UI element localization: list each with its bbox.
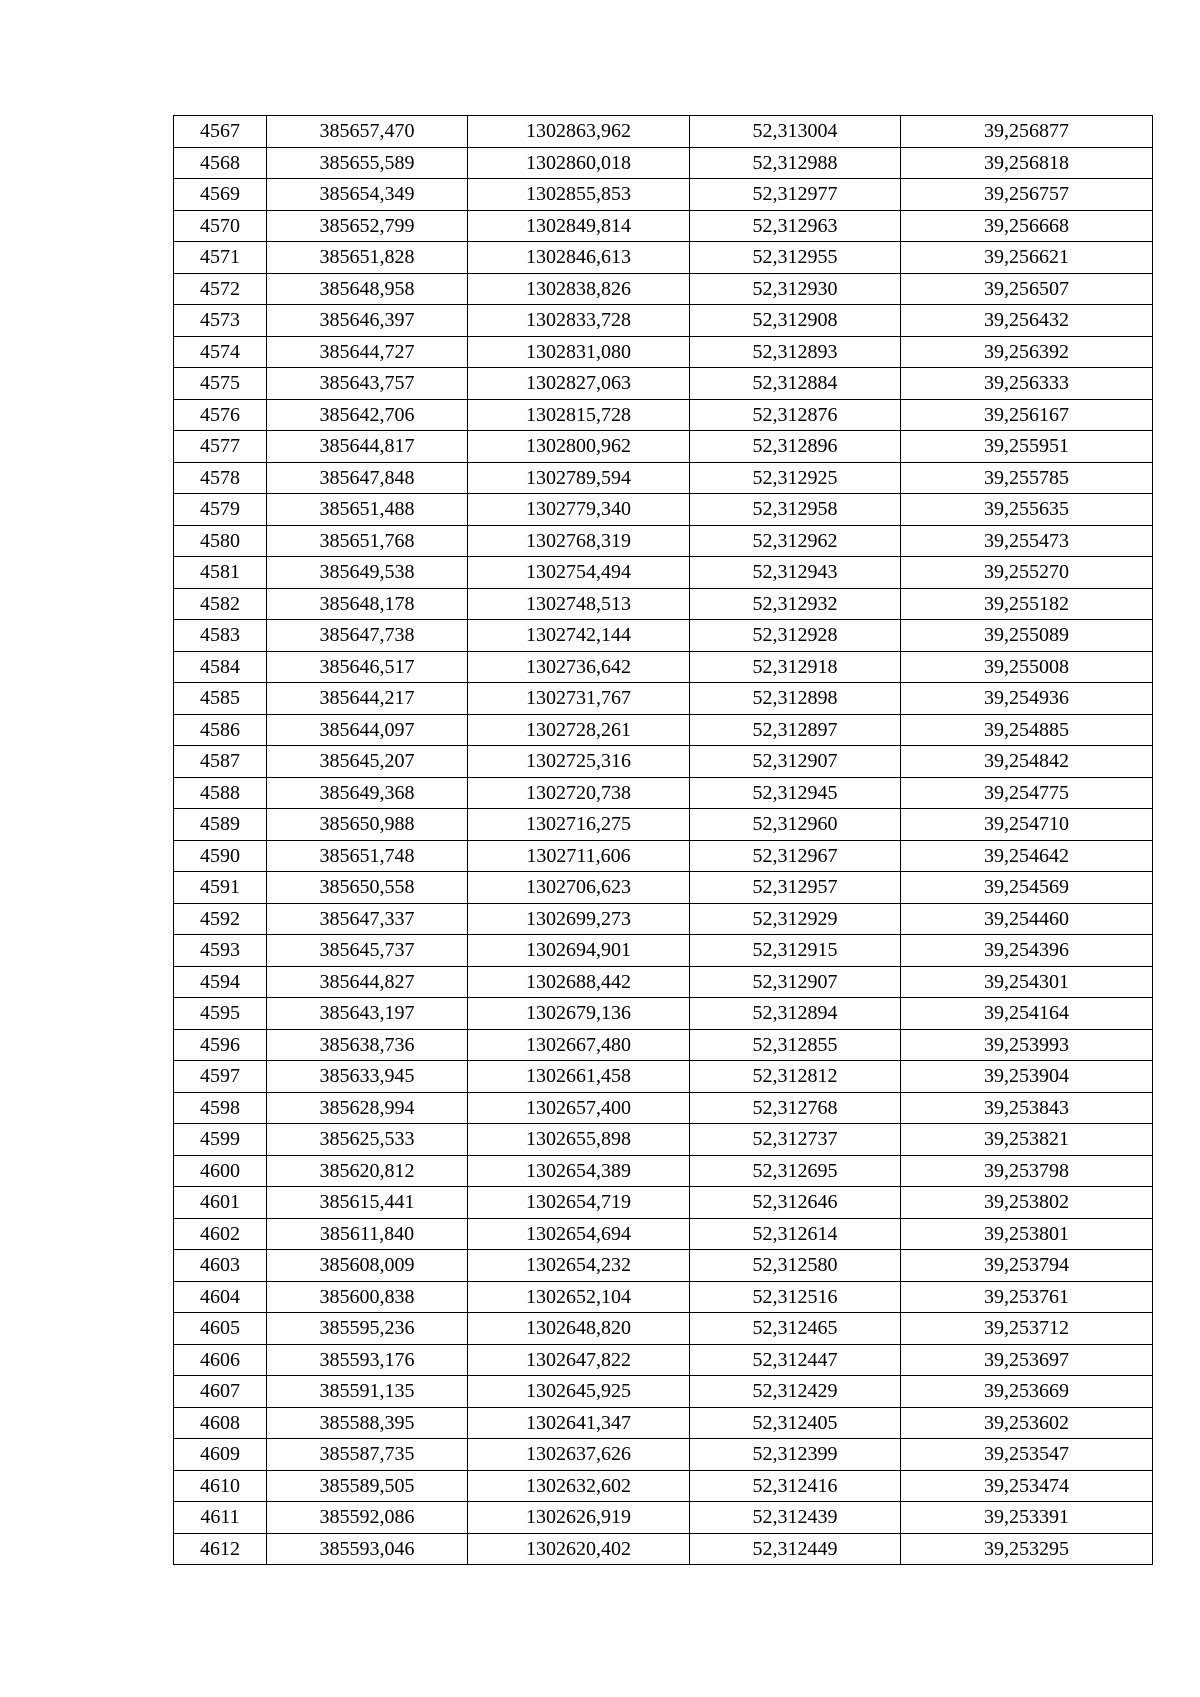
longitude-cell: 39,255008 [901,651,1153,683]
y-coordinate-cell: 1302632,602 [468,1470,690,1502]
longitude-cell: 39,253697 [901,1344,1153,1376]
x-coordinate-cell: 385647,337 [267,903,468,935]
point-number-cell: 4586 [174,714,267,746]
table-row [174,588,1153,620]
latitude-cell: 52,312897 [690,714,901,746]
latitude-cell: 52,312930 [690,273,901,305]
y-coordinate-cell: 1302654,232 [468,1250,690,1282]
table-row [174,809,1153,841]
x-coordinate-cell: 385654,349 [267,179,468,211]
x-coordinate-cell: 385657,470 [267,116,468,148]
y-coordinate-cell: 1302742,144 [468,620,690,652]
point-number-cell: 4578 [174,462,267,494]
longitude-cell: 39,253798 [901,1155,1153,1187]
point-number-cell: 4583 [174,620,267,652]
latitude-cell: 52,312416 [690,1470,901,1502]
table-row [174,116,1153,148]
longitude-cell: 39,256432 [901,305,1153,337]
latitude-cell: 52,312977 [690,179,901,211]
x-coordinate-cell: 385600,838 [267,1281,468,1313]
longitude-cell: 39,253993 [901,1029,1153,1061]
y-coordinate-cell: 1302838,826 [468,273,690,305]
table-row [174,777,1153,809]
latitude-cell: 52,312932 [690,588,901,620]
y-coordinate-cell: 1302641,347 [468,1407,690,1439]
latitude-cell: 52,312896 [690,431,901,463]
x-coordinate-cell: 385608,009 [267,1250,468,1282]
coordinates-table-body [174,116,1153,1565]
table-row [174,903,1153,935]
point-number-cell: 4591 [174,872,267,904]
point-number-cell: 4574 [174,336,267,368]
y-coordinate-cell: 1302679,136 [468,998,690,1030]
y-coordinate-cell: 1302645,925 [468,1376,690,1408]
y-coordinate-cell: 1302716,275 [468,809,690,841]
point-number-cell: 4600 [174,1155,267,1187]
point-number-cell: 4588 [174,777,267,809]
table-row [174,840,1153,872]
longitude-cell: 39,256167 [901,399,1153,431]
latitude-cell: 52,312963 [690,210,901,242]
point-number-cell: 4572 [174,273,267,305]
latitude-cell: 52,312884 [690,368,901,400]
table-row [174,179,1153,211]
point-number-cell: 4608 [174,1407,267,1439]
latitude-cell: 52,312614 [690,1218,901,1250]
y-coordinate-cell: 1302667,480 [468,1029,690,1061]
x-coordinate-cell: 385646,517 [267,651,468,683]
x-coordinate-cell: 385649,538 [267,557,468,589]
table-row [174,1187,1153,1219]
latitude-cell: 52,312812 [690,1061,901,1093]
longitude-cell: 39,253474 [901,1470,1153,1502]
latitude-cell: 52,312988 [690,147,901,179]
longitude-cell: 39,256333 [901,368,1153,400]
longitude-cell: 39,256877 [901,116,1153,148]
y-coordinate-cell: 1302655,898 [468,1124,690,1156]
y-coordinate-cell: 1302731,767 [468,683,690,715]
table-row [174,242,1153,274]
longitude-cell: 39,256507 [901,273,1153,305]
latitude-cell: 52,312943 [690,557,901,589]
longitude-cell: 39,253904 [901,1061,1153,1093]
longitude-cell: 39,253712 [901,1313,1153,1345]
y-coordinate-cell: 1302620,402 [468,1533,690,1565]
longitude-cell: 39,256818 [901,147,1153,179]
point-number-cell: 4582 [174,588,267,620]
x-coordinate-cell: 385644,727 [267,336,468,368]
y-coordinate-cell: 1302720,738 [468,777,690,809]
table-row [174,1250,1153,1282]
table-row [174,1218,1153,1250]
point-number-cell: 4602 [174,1218,267,1250]
x-coordinate-cell: 385648,958 [267,273,468,305]
x-coordinate-cell: 385642,706 [267,399,468,431]
point-number-cell: 4584 [174,651,267,683]
longitude-cell: 39,254885 [901,714,1153,746]
point-number-cell: 4589 [174,809,267,841]
longitude-cell: 39,253295 [901,1533,1153,1565]
table-row [174,1470,1153,1502]
x-coordinate-cell: 385652,799 [267,210,468,242]
y-coordinate-cell: 1302648,820 [468,1313,690,1345]
latitude-cell: 52,312955 [690,242,901,274]
latitude-cell: 52,312907 [690,746,901,778]
y-coordinate-cell: 1302654,389 [468,1155,690,1187]
x-coordinate-cell: 385648,178 [267,588,468,620]
longitude-cell: 39,254301 [901,966,1153,998]
longitude-cell: 39,254396 [901,935,1153,967]
y-coordinate-cell: 1302860,018 [468,147,690,179]
table-row [174,336,1153,368]
x-coordinate-cell: 385643,757 [267,368,468,400]
x-coordinate-cell: 385620,812 [267,1155,468,1187]
y-coordinate-cell: 1302654,694 [468,1218,690,1250]
latitude-cell: 52,312876 [690,399,901,431]
point-number-cell: 4573 [174,305,267,337]
x-coordinate-cell: 385651,488 [267,494,468,526]
table-row [174,1061,1153,1093]
latitude-cell: 52,312465 [690,1313,901,1345]
table-row [174,966,1153,998]
table-row [174,1439,1153,1471]
latitude-cell: 52,312918 [690,651,901,683]
table-row [174,462,1153,494]
point-number-cell: 4567 [174,116,267,148]
point-number-cell: 4568 [174,147,267,179]
x-coordinate-cell: 385588,395 [267,1407,468,1439]
y-coordinate-cell: 1302736,642 [468,651,690,683]
latitude-cell: 52,312768 [690,1092,901,1124]
longitude-cell: 39,254642 [901,840,1153,872]
latitude-cell: 52,312958 [690,494,901,526]
x-coordinate-cell: 385644,817 [267,431,468,463]
table-row [174,147,1153,179]
point-number-cell: 4590 [174,840,267,872]
table-row [174,525,1153,557]
x-coordinate-cell: 385592,086 [267,1502,468,1534]
x-coordinate-cell: 385644,097 [267,714,468,746]
y-coordinate-cell: 1302711,606 [468,840,690,872]
latitude-cell: 52,312580 [690,1250,901,1282]
latitude-cell: 52,312960 [690,809,901,841]
latitude-cell: 52,312737 [690,1124,901,1156]
table-row [174,368,1153,400]
x-coordinate-cell: 385647,738 [267,620,468,652]
longitude-cell: 39,253794 [901,1250,1153,1282]
latitude-cell: 52,312915 [690,935,901,967]
point-number-cell: 4585 [174,683,267,715]
x-coordinate-cell: 385643,197 [267,998,468,1030]
point-number-cell: 4605 [174,1313,267,1345]
longitude-cell: 39,255785 [901,462,1153,494]
latitude-cell: 52,312429 [690,1376,901,1408]
y-coordinate-cell: 1302661,458 [468,1061,690,1093]
table-row [174,1124,1153,1156]
latitude-cell: 52,312894 [690,998,901,1030]
longitude-cell: 39,255951 [901,431,1153,463]
point-number-cell: 4612 [174,1533,267,1565]
y-coordinate-cell: 1302699,273 [468,903,690,935]
y-coordinate-cell: 1302694,901 [468,935,690,967]
x-coordinate-cell: 385655,589 [267,147,468,179]
point-number-cell: 4569 [174,179,267,211]
table-row [174,935,1153,967]
latitude-cell: 52,312449 [690,1533,901,1565]
longitude-cell: 39,253801 [901,1218,1153,1250]
longitude-cell: 39,253547 [901,1439,1153,1471]
longitude-cell: 39,253602 [901,1407,1153,1439]
y-coordinate-cell: 1302688,442 [468,966,690,998]
point-number-cell: 4597 [174,1061,267,1093]
latitude-cell: 52,312893 [690,336,901,368]
table-row [174,1281,1153,1313]
latitude-cell: 52,312516 [690,1281,901,1313]
y-coordinate-cell: 1302833,728 [468,305,690,337]
longitude-cell: 39,256757 [901,179,1153,211]
y-coordinate-cell: 1302831,080 [468,336,690,368]
table-row [174,746,1153,778]
longitude-cell: 39,253802 [901,1187,1153,1219]
x-coordinate-cell: 385587,735 [267,1439,468,1471]
x-coordinate-cell: 385651,828 [267,242,468,274]
latitude-cell: 52,312962 [690,525,901,557]
y-coordinate-cell: 1302846,613 [468,242,690,274]
point-number-cell: 4592 [174,903,267,935]
y-coordinate-cell: 1302728,261 [468,714,690,746]
y-coordinate-cell: 1302652,104 [468,1281,690,1313]
table-row [174,305,1153,337]
table-row [174,1155,1153,1187]
y-coordinate-cell: 1302725,316 [468,746,690,778]
x-coordinate-cell: 385650,558 [267,872,468,904]
x-coordinate-cell: 385589,505 [267,1470,468,1502]
table-row [174,998,1153,1030]
x-coordinate-cell: 385650,988 [267,809,468,841]
longitude-cell: 39,253821 [901,1124,1153,1156]
y-coordinate-cell: 1302849,814 [468,210,690,242]
point-number-cell: 4575 [174,368,267,400]
table-row [174,399,1153,431]
table-row [174,494,1153,526]
x-coordinate-cell: 385645,207 [267,746,468,778]
x-coordinate-cell: 385615,441 [267,1187,468,1219]
x-coordinate-cell: 385644,827 [267,966,468,998]
table-row [174,1502,1153,1534]
latitude-cell: 52,312907 [690,966,901,998]
point-number-cell: 4576 [174,399,267,431]
y-coordinate-cell: 1302657,400 [468,1092,690,1124]
point-number-cell: 4598 [174,1092,267,1124]
y-coordinate-cell: 1302706,623 [468,872,690,904]
point-number-cell: 4570 [174,210,267,242]
table-row [174,683,1153,715]
table-row [174,1407,1153,1439]
point-number-cell: 4611 [174,1502,267,1534]
y-coordinate-cell: 1302789,594 [468,462,690,494]
point-number-cell: 4603 [174,1250,267,1282]
longitude-cell: 39,254710 [901,809,1153,841]
table-row [174,273,1153,305]
table-row [174,431,1153,463]
table-row [174,1533,1153,1565]
table-row [174,210,1153,242]
longitude-cell: 39,253391 [901,1502,1153,1534]
longitude-cell: 39,256621 [901,242,1153,274]
longitude-cell: 39,256392 [901,336,1153,368]
longitude-cell: 39,255635 [901,494,1153,526]
point-number-cell: 4581 [174,557,267,589]
point-number-cell: 4604 [174,1281,267,1313]
table-row [174,872,1153,904]
x-coordinate-cell: 385593,046 [267,1533,468,1565]
y-coordinate-cell: 1302647,822 [468,1344,690,1376]
table-row [174,1313,1153,1345]
y-coordinate-cell: 1302863,962 [468,116,690,148]
y-coordinate-cell: 1302779,340 [468,494,690,526]
longitude-cell: 39,255473 [901,525,1153,557]
point-number-cell: 4601 [174,1187,267,1219]
y-coordinate-cell: 1302637,626 [468,1439,690,1471]
point-number-cell: 4580 [174,525,267,557]
y-coordinate-cell: 1302754,494 [468,557,690,589]
x-coordinate-cell: 385651,748 [267,840,468,872]
point-number-cell: 4579 [174,494,267,526]
longitude-cell: 39,254775 [901,777,1153,809]
longitude-cell: 39,254936 [901,683,1153,715]
longitude-cell: 39,255089 [901,620,1153,652]
point-number-cell: 4610 [174,1470,267,1502]
longitude-cell: 39,254164 [901,998,1153,1030]
table-row [174,651,1153,683]
latitude-cell: 52,313004 [690,116,901,148]
x-coordinate-cell: 385644,217 [267,683,468,715]
latitude-cell: 52,312945 [690,777,901,809]
latitude-cell: 52,312646 [690,1187,901,1219]
table-row [174,1344,1153,1376]
table-row [174,714,1153,746]
latitude-cell: 52,312929 [690,903,901,935]
point-number-cell: 4607 [174,1376,267,1408]
point-number-cell: 4594 [174,966,267,998]
latitude-cell: 52,312957 [690,872,901,904]
x-coordinate-cell: 385646,397 [267,305,468,337]
point-number-cell: 4577 [174,431,267,463]
point-number-cell: 4596 [174,1029,267,1061]
latitude-cell: 52,312908 [690,305,901,337]
x-coordinate-cell: 385647,848 [267,462,468,494]
x-coordinate-cell: 385638,736 [267,1029,468,1061]
x-coordinate-cell: 385645,737 [267,935,468,967]
point-number-cell: 4609 [174,1439,267,1471]
table-row [174,1029,1153,1061]
y-coordinate-cell: 1302815,728 [468,399,690,431]
x-coordinate-cell: 385651,768 [267,525,468,557]
table-row [174,1376,1153,1408]
longitude-cell: 39,255182 [901,588,1153,620]
longitude-cell: 39,256668 [901,210,1153,242]
coordinates-table [173,115,1153,1565]
longitude-cell: 39,253843 [901,1092,1153,1124]
x-coordinate-cell: 385611,840 [267,1218,468,1250]
x-coordinate-cell: 385625,533 [267,1124,468,1156]
table-row [174,557,1153,589]
longitude-cell: 39,255270 [901,557,1153,589]
x-coordinate-cell: 385593,176 [267,1344,468,1376]
point-number-cell: 4587 [174,746,267,778]
point-number-cell: 4599 [174,1124,267,1156]
x-coordinate-cell: 385633,945 [267,1061,468,1093]
longitude-cell: 39,253761 [901,1281,1153,1313]
x-coordinate-cell: 385649,368 [267,777,468,809]
latitude-cell: 52,312855 [690,1029,901,1061]
latitude-cell: 52,312447 [690,1344,901,1376]
latitude-cell: 52,312967 [690,840,901,872]
point-number-cell: 4606 [174,1344,267,1376]
x-coordinate-cell: 385591,135 [267,1376,468,1408]
y-coordinate-cell: 1302768,319 [468,525,690,557]
latitude-cell: 52,312405 [690,1407,901,1439]
x-coordinate-cell: 385628,994 [267,1092,468,1124]
latitude-cell: 52,312399 [690,1439,901,1471]
x-coordinate-cell: 385595,236 [267,1313,468,1345]
y-coordinate-cell: 1302827,063 [468,368,690,400]
table-row [174,620,1153,652]
y-coordinate-cell: 1302654,719 [468,1187,690,1219]
longitude-cell: 39,254842 [901,746,1153,778]
point-number-cell: 4571 [174,242,267,274]
latitude-cell: 52,312898 [690,683,901,715]
latitude-cell: 52,312439 [690,1502,901,1534]
longitude-cell: 39,254569 [901,872,1153,904]
latitude-cell: 52,312928 [690,620,901,652]
latitude-cell: 52,312695 [690,1155,901,1187]
point-number-cell: 4595 [174,998,267,1030]
longitude-cell: 39,253669 [901,1376,1153,1408]
longitude-cell: 39,254460 [901,903,1153,935]
y-coordinate-cell: 1302800,962 [468,431,690,463]
y-coordinate-cell: 1302626,919 [468,1502,690,1534]
y-coordinate-cell: 1302748,513 [468,588,690,620]
point-number-cell: 4593 [174,935,267,967]
y-coordinate-cell: 1302855,853 [468,179,690,211]
latitude-cell: 52,312925 [690,462,901,494]
table-row [174,1092,1153,1124]
